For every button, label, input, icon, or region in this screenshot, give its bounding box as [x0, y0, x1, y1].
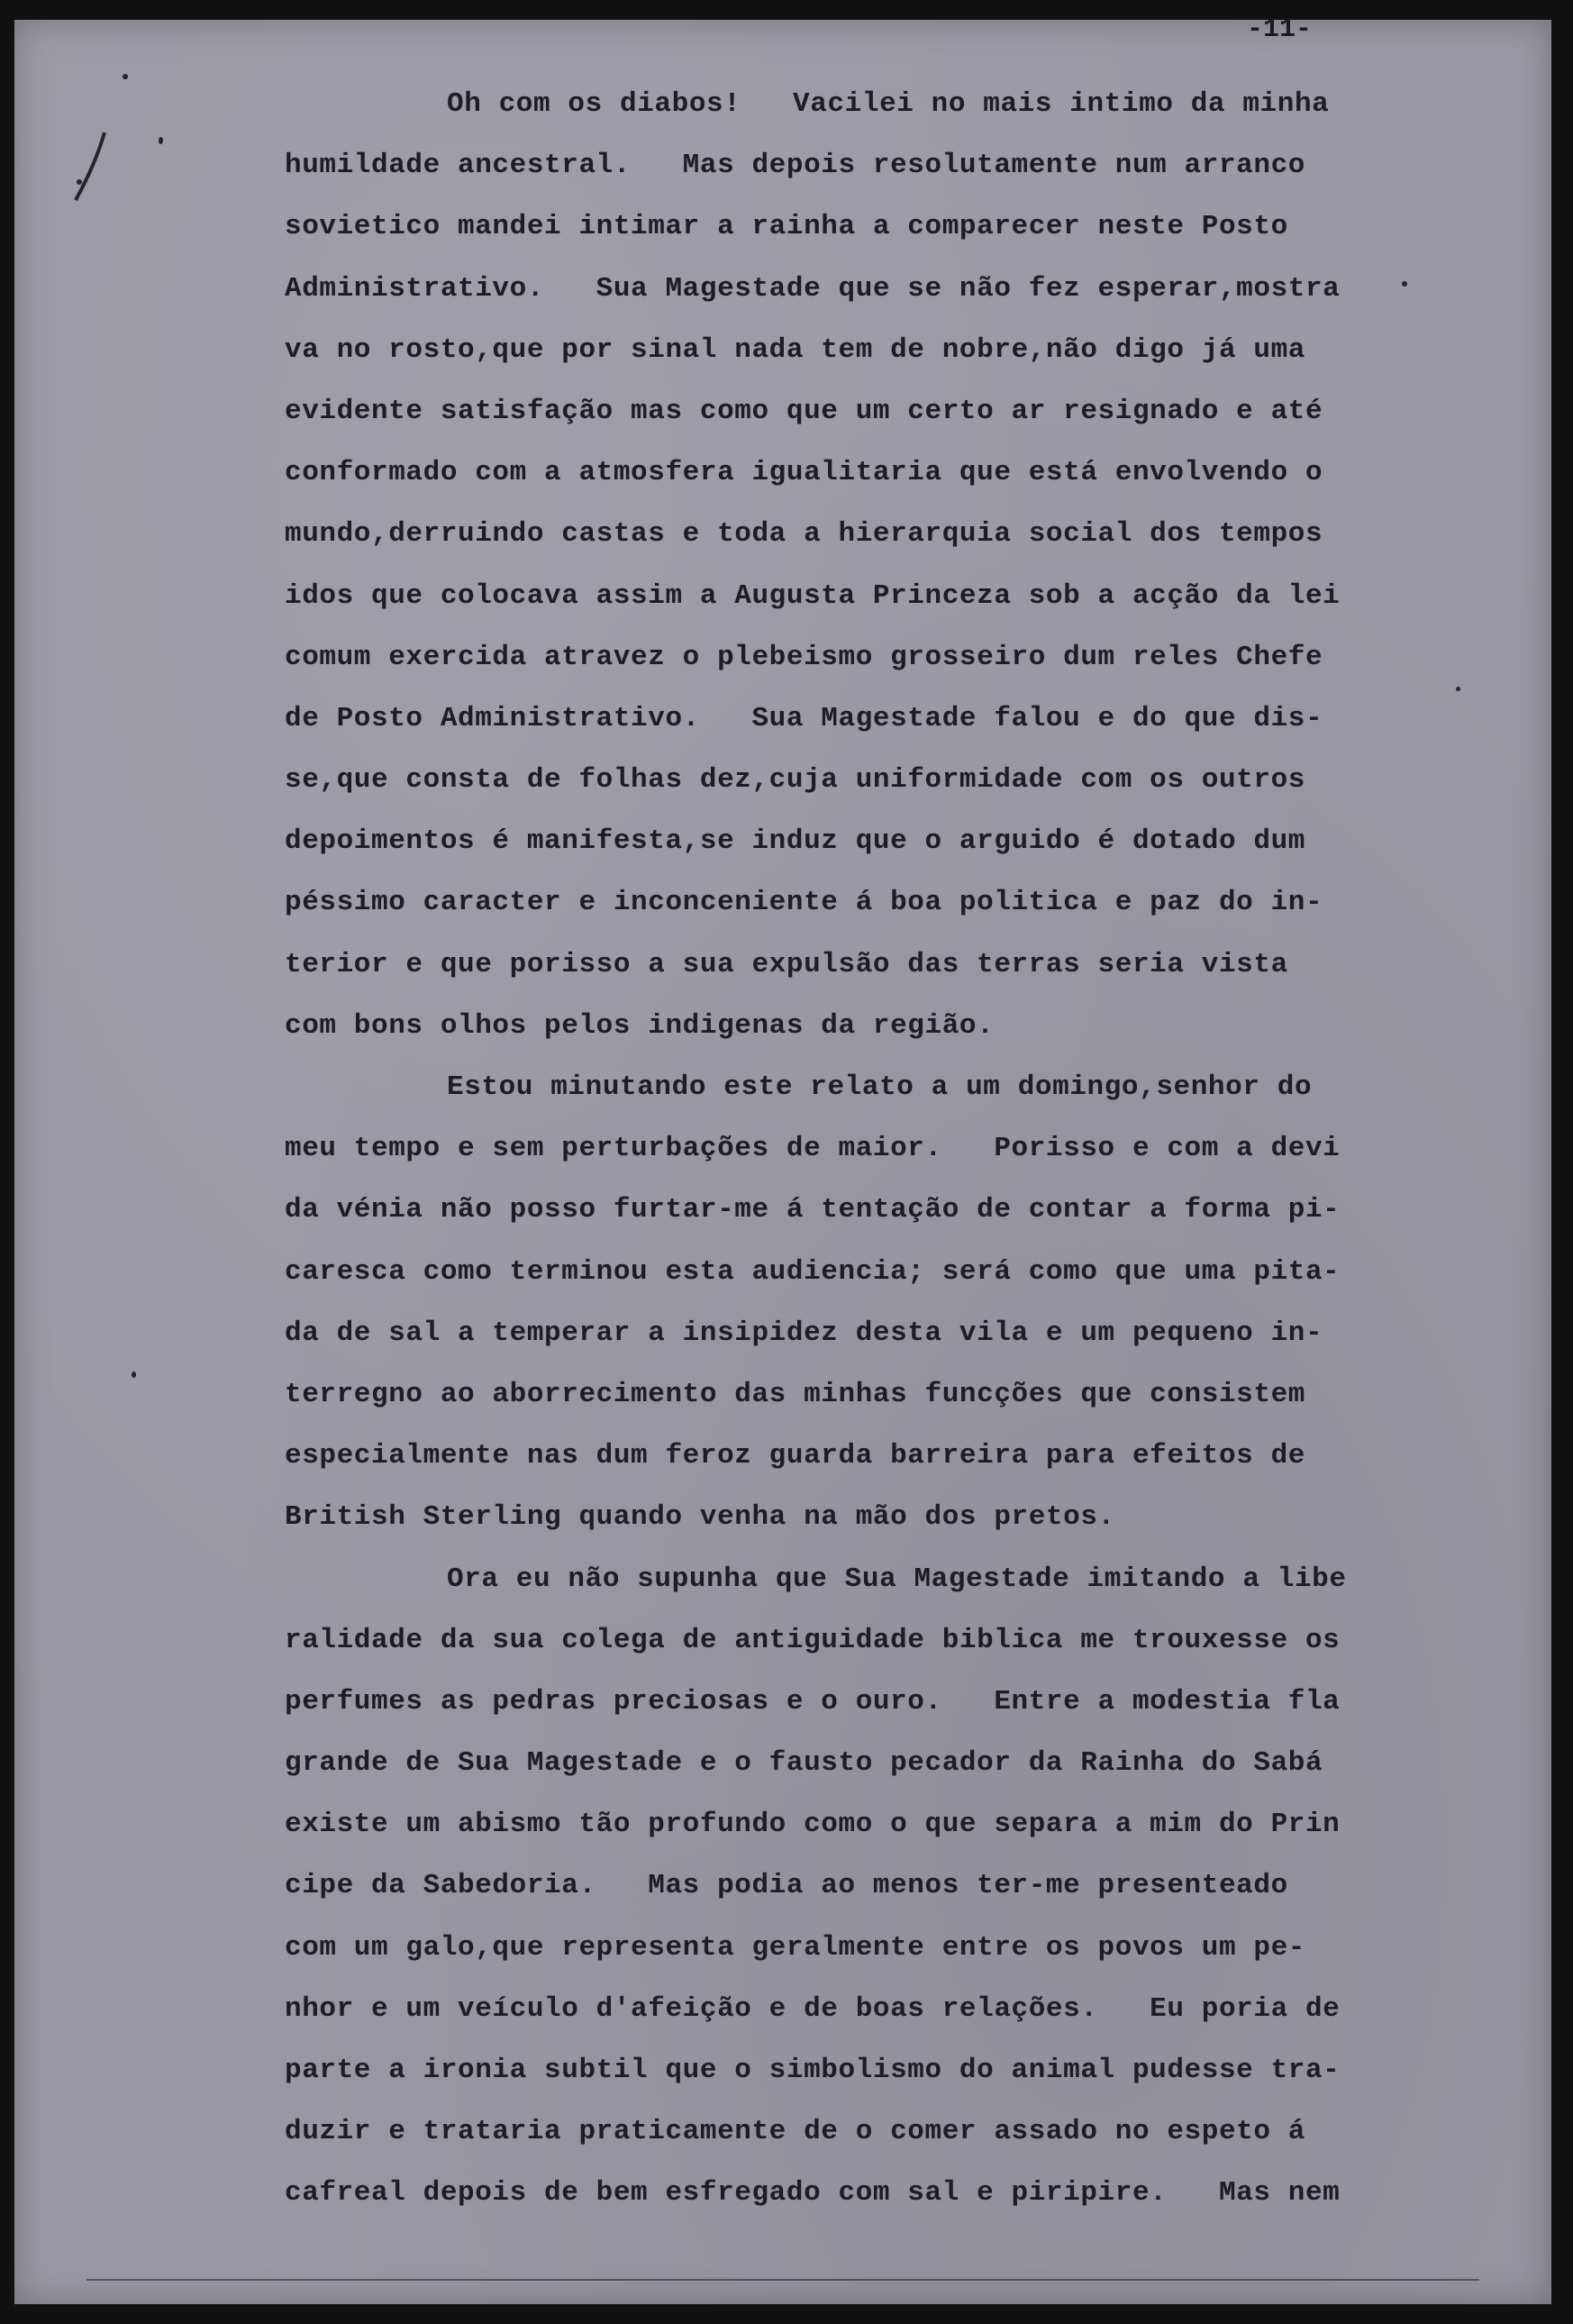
- text-line: cipe da Sabedoria. Mas podia ao menos ter-me presenteado: [285, 1870, 1288, 1902]
- text-line: com um galo,que representa geralmente entre os povos um pe-: [285, 1931, 1305, 1964]
- text-line: especialmente nas dum feroz guarda barreira para efeitos de: [285, 1440, 1305, 1472]
- text-line: cafreal depois de bem esfregado com sal e piripire. Mas nem: [285, 2177, 1341, 2210]
- text-line: da vénia não posso furtar-me á tentação de contar a forma pi-: [285, 1194, 1341, 1226]
- text-line: de Posto Administrativo. Sua Magestade falou e do que dis-: [285, 702, 1323, 734]
- text-line: Administrativo. Sua Magestade que se não fez esperar,mostra: [285, 272, 1341, 305]
- ink-speck: [132, 1372, 136, 1378]
- text-line: grande de Sua Magestade e o fausto pecador da Rainha do Sabá: [285, 1747, 1323, 1780]
- text-line: mundo,derruindo castas e toda a hierarquia social dos tempos: [285, 518, 1323, 551]
- text-line: va no rosto,que por sinal nada tem de nobre,não digo já uma: [285, 333, 1305, 366]
- text-line: caresca como terminou esta audiencia; será como que uma pita-: [285, 1255, 1341, 1288]
- document-page: [14, 14, 1551, 2304]
- letter-body: [285, 74, 1447, 2225]
- ink-speck: [1456, 687, 1460, 691]
- text-line: sovietico mandei intimar a rainha a comparecer neste Posto: [285, 211, 1288, 243]
- text-line: idos que colocava assim a Augusta Princeza sob a acção da lei: [285, 579, 1341, 612]
- text-line: duzir e trataria praticamente de o comer assado no espeto á: [285, 2116, 1305, 2148]
- text-line: péssimo caracter e inconceniente á boa politica e paz do in-: [285, 887, 1323, 919]
- text-line: terior e que porisso a sua expulsão das terras seria vista: [285, 948, 1288, 980]
- text-line: terregno ao aborrecimento das minhas funcções que consistem: [285, 1378, 1305, 1410]
- text-line: se,que consta de folhas dez,cuja uniformidade com os outros: [285, 764, 1305, 797]
- text-line: Oh com os diabos! Vacilei no mais intimo da minha: [447, 88, 1330, 120]
- ink-speck: [123, 74, 128, 79]
- text-line: Ora eu não supunha que Sua Magestade imitando a libe: [447, 1563, 1347, 1595]
- text-line: da de sal a temperar a insipidez desta vila e um pequeno in-: [285, 1317, 1323, 1349]
- ink-mark-icon: [68, 128, 114, 209]
- text-line: existe um abismo tão profundo como o que separa a mim do Prin: [285, 1809, 1341, 1841]
- text-line: British Sterling quando venha na mão dos pretos.: [285, 1501, 1115, 1534]
- text-line: Estou minutando este relato a um domingo,senhor do: [447, 1071, 1313, 1103]
- text-line: nhor e um veículo d'afeição e de boas relações. Eu poria de: [285, 1992, 1341, 2025]
- text-line: comum exercida atravez o plebeismo grosseiro dum reles Chefe: [285, 641, 1323, 673]
- text-line: evidente satisfação mas como que um certo ar resignado e até: [285, 395, 1323, 427]
- text-line: perfumes as pedras preciosas e o ouro. Entre a modestia fla: [285, 1685, 1341, 1718]
- page-bottom-rule: [86, 2279, 1479, 2281]
- ink-speck: [159, 137, 163, 144]
- page-number: -11-: [1247, 14, 1313, 45]
- text-line: humildade ancestral. Mas depois resolutamente num arranco: [285, 150, 1305, 182]
- text-line: parte a ironia subtil que o simbolismo do animal pudesse tra-: [285, 2055, 1341, 2086]
- text-line: ralidade da sua colega de antiguidade biblica me trouxesse os: [285, 1624, 1341, 1656]
- text-line: com bons olhos pelos indigenas da região.: [285, 1009, 995, 1042]
- text-line: conformado com a atmosfera igualitaria que está envolvendo o: [285, 457, 1323, 489]
- text-line: meu tempo e sem perturbações de maior. Porisso e com a devi: [285, 1133, 1341, 1165]
- text-line: depoimentos é manifesta,se induz que o arguido é dotado dum: [285, 825, 1305, 858]
